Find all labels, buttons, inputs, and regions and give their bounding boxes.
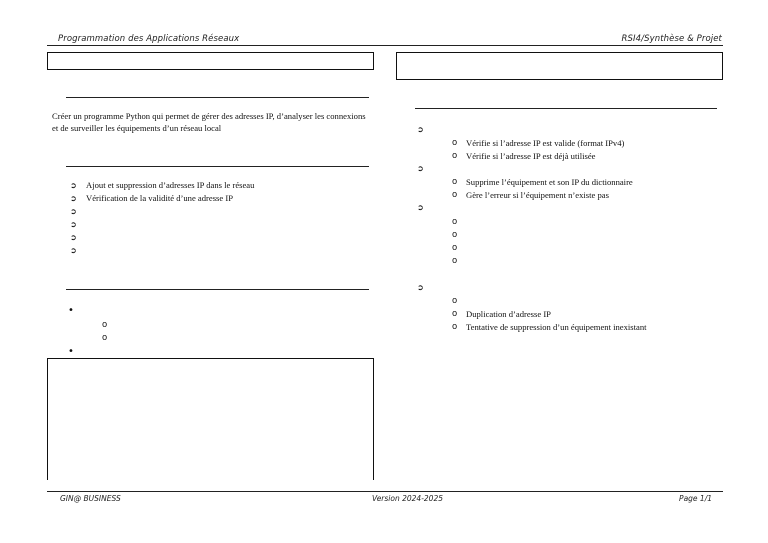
right-item: Vérifie si l’adresse IP est déjà utilisée	[466, 151, 596, 161]
circle-bullet-icon: o	[452, 177, 458, 187]
circle-bullet-icon: o	[102, 333, 108, 343]
circle-bullet-icon: o	[452, 138, 458, 148]
circle-bullet-icon: o	[452, 190, 458, 200]
footer-center: Version 2024-2025	[372, 494, 443, 503]
footer-left: GIN@ BUSINESS	[60, 494, 121, 503]
header-left-title: Programmation des Applications Réseaux	[58, 34, 240, 44]
circle-bullet-icon: o	[452, 217, 458, 227]
bullet-icon: •	[68, 346, 74, 357]
circle-bullet-icon: o	[452, 256, 458, 266]
feature-item: Ajout et suppression d’adresses IP dans le réseau	[86, 180, 255, 190]
arrow-icon: ➲	[417, 125, 424, 134]
right-item: Duplication d’adresse IP	[466, 309, 551, 319]
right-section-rule	[415, 108, 717, 109]
left-title-box	[47, 52, 374, 70]
section-rule-2	[66, 166, 369, 167]
right-item: Vérifie si l’adresse IP est valide (format IPv4)	[466, 138, 625, 148]
circle-bullet-icon: o	[452, 230, 458, 240]
header-rule	[47, 45, 723, 46]
right-item: Gère l’erreur si l’équipement n’existe pas	[466, 190, 609, 200]
arrow-icon: ➲	[70, 220, 77, 229]
arrow-icon: ➲	[70, 181, 77, 190]
arrow-icon: ➲	[417, 283, 424, 292]
circle-bullet-icon: o	[452, 243, 458, 253]
left-bottom-box	[47, 358, 374, 480]
circle-bullet-icon: o	[452, 309, 458, 319]
feature-item: Vérification de la validité d’une adresse IP	[86, 193, 233, 203]
circle-bullet-icon: o	[452, 151, 458, 161]
right-item: Tentative de suppression d’un équipement inexistant	[466, 322, 647, 332]
footer-rule	[47, 491, 723, 492]
arrow-icon: ➲	[417, 164, 424, 173]
circle-bullet-icon: o	[102, 320, 108, 330]
arrow-icon: ➲	[70, 246, 77, 255]
arrow-icon: ➲	[70, 194, 77, 203]
right-item: Supprime l’équipement et son IP du dictionnaire	[466, 177, 633, 187]
section-rule-1	[66, 97, 369, 98]
arrow-icon: ➲	[70, 233, 77, 242]
intro-paragraph: Créer un programme Python qui permet de gérer des adresses IP, d’analyser les connexions et de surveiller les équipements d’un réseau local	[52, 111, 366, 133]
circle-bullet-icon: o	[452, 296, 458, 306]
header-right-title: RSI4/Synthèse & Projet	[621, 34, 722, 44]
section-rule-3	[66, 289, 369, 290]
bullet-icon: •	[68, 305, 74, 316]
arrow-icon: ➲	[417, 203, 424, 212]
right-title-box	[396, 52, 723, 80]
footer-page-number: Page 1/1	[679, 494, 712, 503]
circle-bullet-icon: o	[452, 322, 458, 332]
arrow-icon: ➲	[70, 207, 77, 216]
